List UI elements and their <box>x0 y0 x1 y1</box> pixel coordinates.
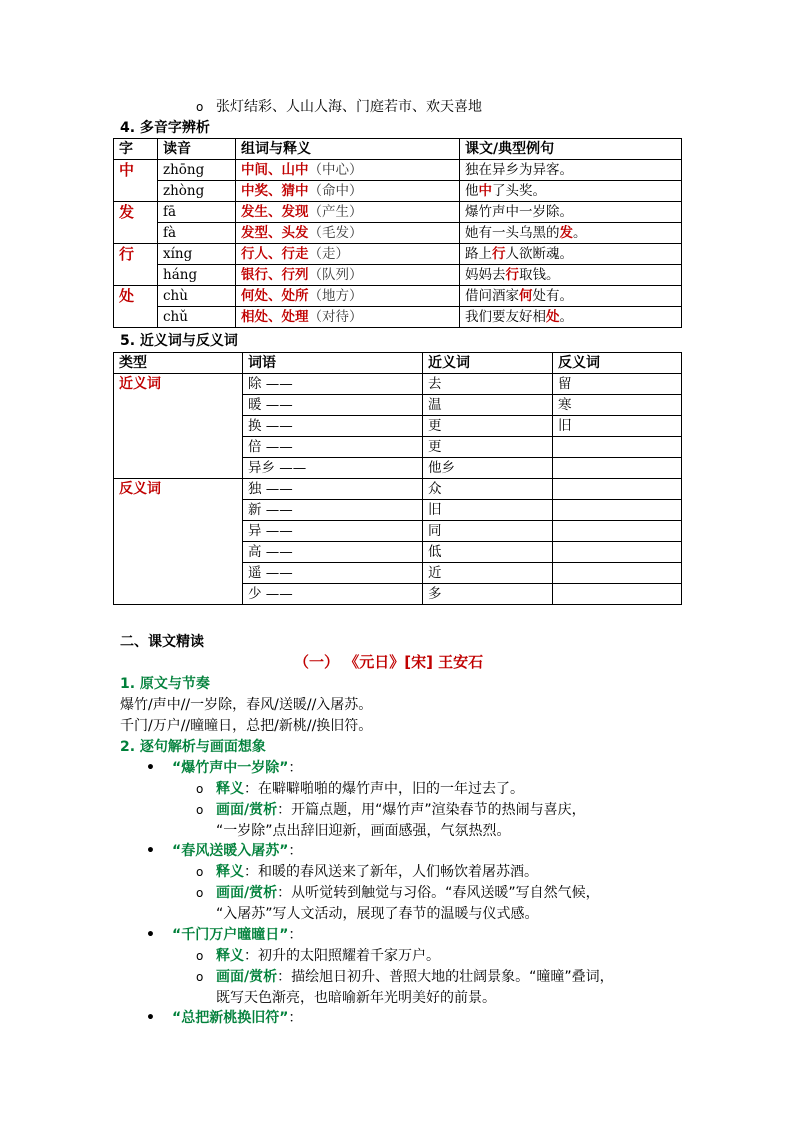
table-row <box>114 202 682 223</box>
example-highlight: 处 <box>546 309 560 325</box>
example-cell <box>460 160 682 181</box>
meaning-text: （对待） <box>308 309 363 325</box>
table-row <box>114 286 682 307</box>
synonym-cell: 他乡 <box>423 458 553 479</box>
dot-bullet-icon: • <box>146 760 155 776</box>
huamian-line <box>196 800 586 820</box>
table-row <box>114 307 682 328</box>
synonym-cell: 去 <box>423 374 553 395</box>
header-cell: 读音 <box>158 139 236 160</box>
dot-bullet-icon: • <box>146 927 155 943</box>
pinyin-cell: fà <box>158 223 236 244</box>
section5-title: 5. 近义词与反义词 <box>120 333 238 349</box>
words-text: 银行、行列 <box>241 267 309 283</box>
header-cell: 词语 <box>243 353 423 374</box>
example-text: 她有一头乌黑的 <box>465 225 560 241</box>
header-cell: 反义词 <box>553 353 682 374</box>
example-text: 路上 <box>465 246 492 262</box>
quote-text: “春风送暖入屠苏” <box>172 843 289 859</box>
circle-bullet-icon: o <box>196 100 204 114</box>
example-text: 爆竹声中一岁除。 <box>465 204 573 220</box>
word-cell: 异 —— <box>243 521 423 542</box>
table-row <box>114 181 682 202</box>
subsection2-title: 2. 逐句解析与画面想象 <box>120 739 266 755</box>
colon: ： <box>288 927 303 943</box>
synonym-cell: 更 <box>423 416 553 437</box>
shiyi-label: 释义 <box>216 781 244 797</box>
word-cell: 倍 —— <box>243 437 423 458</box>
poem-line-1: 爆竹/声中//一岁除，春风/送暖//入屠苏。 <box>120 697 373 713</box>
example-cell <box>460 307 682 328</box>
quote-text: “总把新桃换旧符” <box>172 1010 289 1026</box>
word-cell: 暖 —— <box>243 395 423 416</box>
shiyi-line <box>196 946 440 966</box>
dot-bullet-icon: • <box>146 1010 155 1026</box>
meaning-text: （毛发） <box>308 225 363 241</box>
header-cell: 组词与释义 <box>236 139 460 160</box>
type-cell: 反义词 <box>114 479 243 605</box>
shiyi-text: ：初升的太阳照耀着千家万户。 <box>244 948 440 964</box>
analysis-item-2 <box>146 841 302 861</box>
shiyi-label: 释义 <box>216 864 244 880</box>
example-cell <box>460 265 682 286</box>
meaning-text: （命中） <box>308 183 363 199</box>
pinyin-cell: chǔ <box>158 307 236 328</box>
words-cell <box>236 223 460 244</box>
synonym-cell: 同 <box>423 521 553 542</box>
polyphone-table <box>113 138 682 328</box>
table-row <box>114 160 682 181</box>
word-cell: 换 —— <box>243 416 423 437</box>
example-cell <box>460 181 682 202</box>
idiom-list-text: 张灯结彩、人山人海、门庭若市、欢天喜地 <box>216 99 482 115</box>
huamian-continuation: “一岁除”点出辞旧迎新，画面感强，气氛热烈。 <box>216 823 511 839</box>
antonym-cell <box>553 500 682 521</box>
section4-title: 4. 多音字辨析 <box>120 120 210 136</box>
antonym-cell <box>553 437 682 458</box>
antonym-cell: 寒 <box>553 395 682 416</box>
synonym-cell: 温 <box>423 395 553 416</box>
huamian-continuation: “入屠苏”写人文活动，展现了春节的温暖与仪式感。 <box>216 906 539 922</box>
circle-bullet-icon: o <box>196 782 204 796</box>
example-cell <box>460 223 682 244</box>
words-text: 行人、行走 <box>241 246 309 262</box>
header-cell: 近义词 <box>423 353 553 374</box>
antonym-cell <box>553 542 682 563</box>
circle-bullet-icon: o <box>196 970 204 984</box>
example-text: 。 <box>559 309 573 325</box>
word-cell: 异乡 —— <box>243 458 423 479</box>
synonym-cell: 众 <box>423 479 553 500</box>
subsection1-title: 1. 原文与节奏 <box>120 676 210 692</box>
table-row <box>114 479 682 500</box>
colon: ： <box>288 1010 303 1026</box>
huamian-label: 画面/赏析 <box>216 969 278 985</box>
circle-bullet-icon: o <box>196 949 204 963</box>
words-cell <box>236 202 460 223</box>
meaning-text: （产生） <box>308 204 363 220</box>
quote-text: “千门万户曈曈日” <box>172 927 289 943</box>
synonym-cell: 多 <box>423 584 553 605</box>
antonym-cell: 旧 <box>553 416 682 437</box>
words-text: 相处、处理 <box>241 309 309 325</box>
table-header-row <box>114 353 682 374</box>
synonym-cell: 旧 <box>423 500 553 521</box>
pinyin-cell: chù <box>158 286 236 307</box>
antonym-cell <box>553 479 682 500</box>
pinyin-cell: háng <box>158 265 236 286</box>
synonym-cell: 近 <box>423 563 553 584</box>
antonym-cell <box>553 584 682 605</box>
char-cell: 发 <box>114 202 158 244</box>
words-text: 发生、发现 <box>241 204 309 220</box>
word-cell: 新 —— <box>243 500 423 521</box>
example-text: 人欲断魂。 <box>505 246 573 262</box>
example-text: 了头奖。 <box>492 183 546 199</box>
analysis-item-1 <box>146 758 302 778</box>
example-text: 他 <box>465 183 479 199</box>
word-cell: 少 —— <box>243 584 423 605</box>
antonym-cell <box>553 458 682 479</box>
char-cell: 处 <box>114 286 158 328</box>
type-cell: 近义词 <box>114 374 243 479</box>
huamian-label: 画面/赏析 <box>216 885 278 901</box>
table-row <box>114 223 682 244</box>
shiyi-text: ：和暖的春风送来了新年，人们畅饮着屠苏酒。 <box>244 864 538 880</box>
shiyi-line <box>196 862 538 882</box>
analysis-item-4 <box>146 1008 302 1028</box>
words-cell <box>236 181 460 202</box>
example-cell <box>460 244 682 265</box>
example-text: 处有。 <box>532 288 573 304</box>
header-cell: 课文/典型例句 <box>460 139 682 160</box>
example-highlight: 发 <box>559 225 573 241</box>
word-cell: 除 —— <box>243 374 423 395</box>
char-cell: 中 <box>114 160 158 202</box>
huamian-text: ：从听觉转到触觉与习俗。“春风送暖”写自然气候， <box>277 885 600 901</box>
pinyin-cell: xíng <box>158 244 236 265</box>
analysis-item-3 <box>146 925 302 945</box>
colon: ： <box>288 760 303 776</box>
meaning-text: （中心） <box>308 162 363 178</box>
shiyi-line <box>196 779 524 799</box>
poem-title: （一） 《元日》[宋] 王安石 <box>294 653 484 671</box>
example-text: 借问酒家 <box>465 288 519 304</box>
shiyi-label: 释义 <box>216 948 244 964</box>
pinyin-cell: zhōng <box>158 160 236 181</box>
example-text: 妈妈去 <box>465 267 506 283</box>
pinyin-cell: zhòng <box>158 181 236 202</box>
circle-bullet-icon: o <box>196 865 204 879</box>
example-highlight: 行 <box>505 267 519 283</box>
example-text: 我们要友好相 <box>465 309 546 325</box>
word-cell: 遥 —— <box>243 563 423 584</box>
table-row <box>114 265 682 286</box>
quote-text: “爆竹声中一岁除” <box>172 760 289 776</box>
words-cell <box>236 265 460 286</box>
words-text: 中奖、猜中 <box>241 183 309 199</box>
table-row <box>114 374 682 395</box>
huamian-text: ：开篇点题，用“爆竹声”渲染春节的热闹与喜庆， <box>277 802 586 818</box>
words-cell <box>236 160 460 181</box>
shiyi-text: ：在噼噼啪啪的爆竹声中，旧的一年过去了。 <box>244 781 524 797</box>
huamian-continuation: 既写天色渐亮，也暗喻新年光明美好的前景。 <box>216 990 496 1006</box>
synonym-antonym-table <box>113 352 682 605</box>
char-cell: 行 <box>114 244 158 286</box>
example-highlight: 何 <box>519 288 533 304</box>
circle-bullet-icon: o <box>196 803 204 817</box>
table-row <box>114 244 682 265</box>
poem-line-2: 千门/万户//曈曈日，总把/新桃//换旧符。 <box>120 718 373 734</box>
words-cell <box>236 286 460 307</box>
word-cell: 高 —— <box>243 542 423 563</box>
synonym-cell: 更 <box>423 437 553 458</box>
huamian-line <box>196 967 614 987</box>
example-cell <box>460 202 682 223</box>
idiom-bullet <box>196 97 482 117</box>
huamian-text: ：描绘旭日初升、普照大地的壮阔景象。“曈曈”叠词， <box>277 969 614 985</box>
meaning-text: （队列） <box>308 267 363 283</box>
antonym-cell: 留 <box>553 374 682 395</box>
colon: ： <box>288 843 303 859</box>
pinyin-cell: fā <box>158 202 236 223</box>
huamian-line <box>196 883 600 903</box>
circle-bullet-icon: o <box>196 886 204 900</box>
example-text: 取钱。 <box>519 267 560 283</box>
example-text: 独在异乡为异客。 <box>465 162 573 178</box>
example-highlight: 中 <box>478 183 492 199</box>
words-cell <box>236 307 460 328</box>
huamian-label: 画面/赏析 <box>216 802 278 818</box>
words-text: 中间、山中 <box>241 162 309 178</box>
word-cell: 独 —— <box>243 479 423 500</box>
example-cell <box>460 286 682 307</box>
table-header-row <box>114 139 682 160</box>
words-text: 发型、头发 <box>241 225 309 241</box>
meaning-text: （走） <box>308 246 349 262</box>
part2-heading: 二、课文精读 <box>120 634 204 650</box>
example-text: 。 <box>573 225 587 241</box>
words-text: 何处、处所 <box>241 288 309 304</box>
antonym-cell <box>553 563 682 584</box>
antonym-cell <box>553 521 682 542</box>
dot-bullet-icon: • <box>146 843 155 859</box>
header-cell: 类型 <box>114 353 243 374</box>
header-cell: 字 <box>114 139 158 160</box>
synonym-cell: 低 <box>423 542 553 563</box>
words-cell <box>236 244 460 265</box>
meaning-text: （地方） <box>308 288 363 304</box>
example-highlight: 行 <box>492 246 506 262</box>
